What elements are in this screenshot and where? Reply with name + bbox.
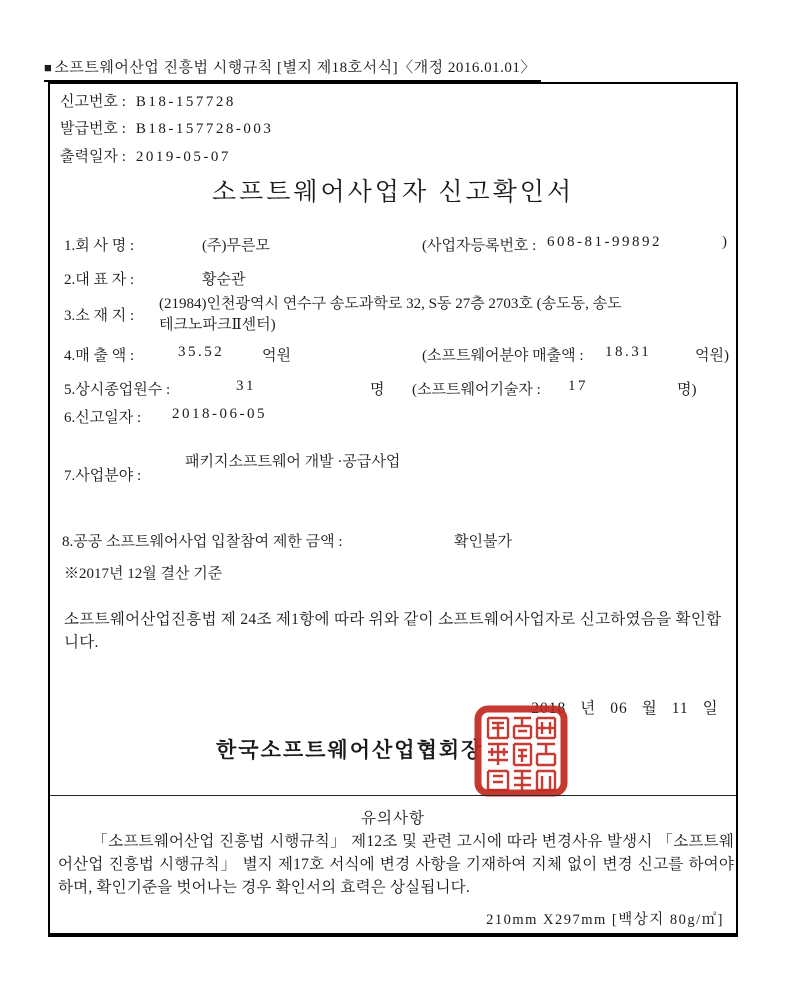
issue-month-unit: 월 — [641, 700, 658, 717]
company-value: (주)무른모 — [202, 238, 270, 254]
issue-day-unit: 일 — [702, 700, 719, 717]
employees-unit: 명 — [370, 382, 385, 398]
sw-engineers-label: (소프트웨어기술자 : — [412, 382, 541, 398]
issue-year: 2018 — [531, 700, 567, 717]
paper-spec-note: 210mm X297mm [백상지 80g/㎡] — [486, 912, 724, 928]
address-label: 3.소 재 지 : — [64, 308, 135, 324]
issue-month: 06 — [610, 700, 628, 717]
field-ceo — [50, 268, 736, 290]
form-reference-text: 소프트웨어산업 진흥법 시행규칙 [별지 제18호서식]〈개정 2016.01.01〉 — [54, 60, 536, 76]
confirmation-statement: 소프트웨어산업진흥법 제 24조 제1항에 따라 위와 같이 소프트웨어사업자로 신고하였음을 확인합니다. — [64, 611, 722, 651]
form-reference-note — [44, 56, 541, 82]
bid-limit-label: 8.공공 소프트웨어사업 입찰참여 제한 금액 : — [62, 534, 343, 550]
issue-number-value: B18-157728-003 — [135, 121, 274, 137]
sw-revenue-unit: 억원) — [695, 348, 729, 364]
field-company — [50, 234, 736, 256]
basis-note — [50, 562, 736, 584]
field-employees — [50, 378, 736, 400]
field-business-area — [50, 450, 736, 490]
sw-engineers-unit: 명) — [677, 382, 697, 398]
address-value — [159, 292, 622, 334]
sw-revenue-label: (소프트웨어분야 매출액 : — [422, 348, 584, 364]
print-date-row — [60, 145, 231, 166]
bid-limit-value: 확인불가 — [454, 534, 512, 550]
issuer-name: 한국소프트웨어산업협회장 — [216, 738, 484, 762]
business-reg-number: 608-81-99892 — [547, 234, 662, 250]
revenue-value: 35.52 — [178, 344, 225, 360]
sw-engineers-value: 17 — [568, 378, 588, 394]
issue-number-label: 발급번호 : — [60, 121, 126, 137]
field-revenue — [50, 344, 736, 366]
employees-value: 31 — [236, 378, 256, 394]
business-reg-label: (사업자등록번호 : — [422, 238, 537, 254]
basis-note-text: ※2017년 12월 결산 기준 — [64, 566, 223, 582]
report-date-label: 6.신고일자 : — [64, 410, 142, 426]
address-line-1: (21984)인천광역시 연수구 송도과학로 32, S동 27층 2703호 (송도동, 송도 — [159, 296, 622, 312]
report-date-value: 2018-06-05 — [172, 406, 267, 422]
notice-title: 유의사항 — [361, 810, 425, 827]
business-area-label: 7.사업분야 : — [64, 468, 142, 484]
issue-number-row — [60, 117, 273, 138]
address-line-2: 테크노파크Ⅱ센터) — [159, 317, 276, 333]
square-bullet-icon: ■ — [44, 60, 53, 75]
sw-revenue-value: 18.31 — [605, 344, 652, 360]
field-bid-limit — [50, 530, 736, 552]
report-number-value: B18-157728 — [135, 94, 236, 110]
ceo-label: 2.대 표 자 : — [64, 272, 135, 288]
certificate-frame — [48, 82, 738, 937]
report-number-label: 신고번호 : — [60, 94, 126, 110]
company-label: 1.회 사 명 : — [64, 238, 135, 254]
print-date-value: 2019-05-07 — [135, 149, 231, 165]
document-title: 소프트웨어사업자 신고확인서 — [211, 179, 575, 206]
issue-day: 11 — [671, 700, 689, 717]
revenue-unit: 억원 — [262, 348, 291, 364]
report-number-row — [60, 90, 236, 111]
employees-label: 5.상시종업원수 : — [64, 382, 171, 398]
notice-body: 「소프트웨어산업 진흥법 시행규칙」 제12조 및 관련 고시에 따라 변경사유 발생시 「소프트웨어산업 진흥법 시행규칙」 별지 제17호 서식에 변경 사항을 기재하여 지체 없이 변경 신고를 하여야 하며, 확인기준을 벗어나는 경우 확인서의 효력은 상실됩니다. — [58, 833, 734, 896]
field-address — [50, 292, 736, 338]
field-report-date — [50, 406, 736, 428]
business-reg-close-paren: ) — [722, 234, 727, 250]
print-date-label: 출력일자 : — [60, 149, 126, 165]
official-seal-stamp — [474, 705, 568, 797]
revenue-label: 4.매 출 액 : — [64, 348, 135, 364]
ceo-value: 황순관 — [202, 272, 246, 288]
business-area-value: 패키지소프트웨어 개발 ·공급사업 — [185, 454, 401, 470]
issue-year-unit: 년 — [580, 700, 597, 717]
notice-divider — [50, 795, 736, 796]
